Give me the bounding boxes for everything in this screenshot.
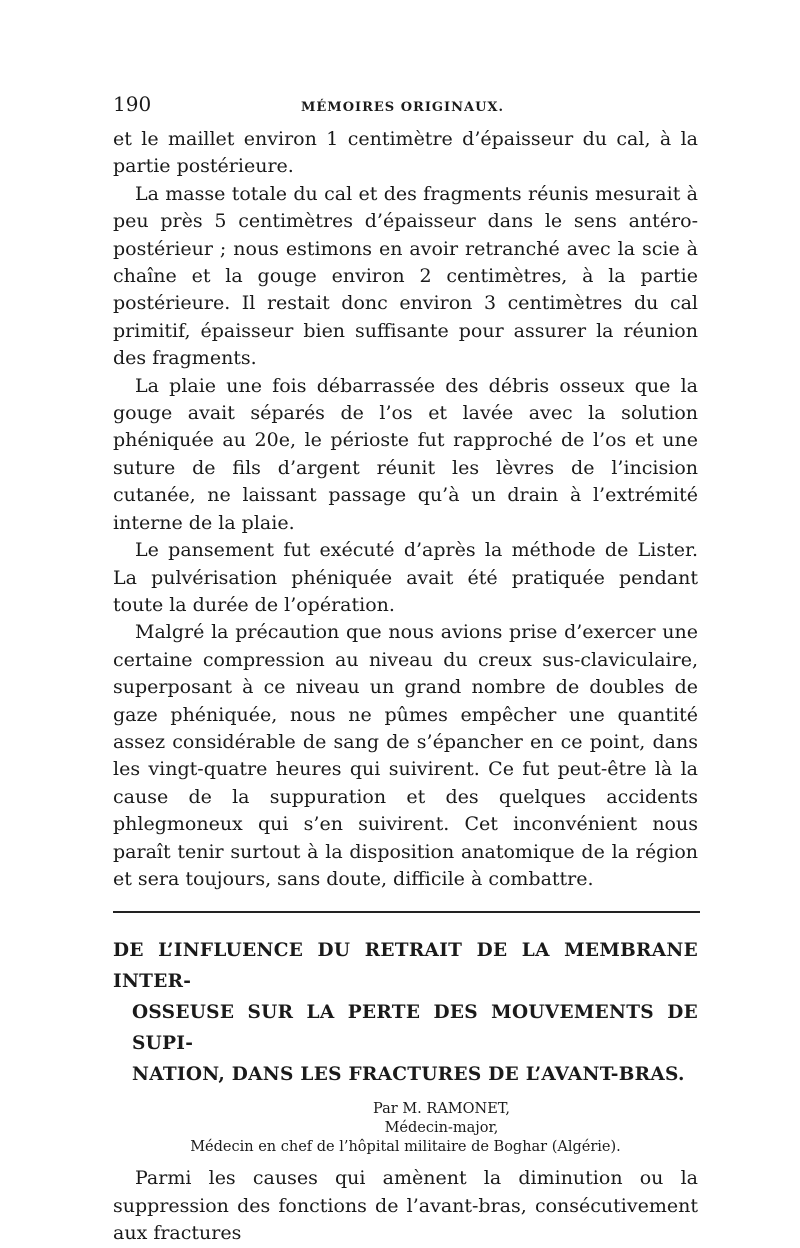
- page-header: [113, 92, 698, 126]
- article-title-line-1: DE L’INFLUENCE DU RETRAIT DE LA MEMBRANE INTER-: [113, 940, 698, 993]
- page: [113, 92, 698, 1248]
- article-title-line-3: NATION, DANS LES FRACTURES DE L’AVANT-BRAS.: [132, 1064, 685, 1086]
- paragraph-2: La masse totale du cal et des fragments réunis mesurait à peu près 5 centimètres d’épaisseur dans le sens antéro-postérieur ; nous estimons en avoir retranché avec la scie à chaîne et la gouge environ 2 centimètres, à la partie postérieure. Il restait donc environ 3 centimètres du cal primitif, épaisseur bien suffisante pour assurer la réunion des fragments.: [113, 182, 698, 370]
- paragraph-4: Le pansement fut exécuté d’après la méthode de Lister. La pulvérisation phéniquée avait été pratiquée pendant toute la durée de l’opération.: [113, 539, 698, 616]
- page-number: 190: [113, 92, 152, 116]
- author-name: Par M. RAMONET,: [373, 1101, 510, 1118]
- byline: [113, 1100, 698, 1157]
- article-title-line-2: OSSEUSE SUR LA PERTE DES MOUVEMENTS DE SUPI-: [132, 1002, 698, 1055]
- paragraph-5: Malgré la précaution que nous avions prise d’exercer une certaine compression au niveau du creux sus-claviculaire, superposant à ce niveau un grand nombre de doubles de gaze phéniquée, nous ne pûmes empêcher une quantité assez considérable de sang de s’épancher en ce point, dans les vingt-quatre heures qui suivirent. Ce fut peut-être là la cause de la suppuration et des quelques accidents phlegmoneux qui s’en suivirent. Cet inconvénient nous paraît tenir surtout à la disposition anatomique de la région et sera toujours, sans doute, difficile à combattre.: [113, 621, 698, 890]
- section-divider: [113, 911, 700, 913]
- running-head: MÉMOIRES ORIGINAUX.: [301, 100, 505, 115]
- paragraph-1: et le maillet environ 1 centimètre d’épaisseur du cal, à la partie postérieure.: [113, 128, 698, 178]
- author-position: Médecin en chef de l’hôpital militaire de Boghar (Algérie).: [190, 1139, 621, 1156]
- author-rank: Médecin-major,: [384, 1120, 499, 1137]
- article-opening-paragraph: Parmi les causes qui amènent la diminution ou la suppression des fonctions de l’avant-bras, consécutivement aux fractures: [113, 1167, 698, 1245]
- paragraph-3: La plaie une fois débarrassée des débris osseux que la gouge avait séparés de l’os et lavée avec la solution phéniquée au 20e, le périoste fut rapproché de l’os et une suture de fils d’argent réunit les lèvres de l’incision cutanée, ne laissant passage qu’à un drain à l’extrémité interne de la plaie.: [113, 374, 698, 534]
- article-title: [113, 935, 698, 1090]
